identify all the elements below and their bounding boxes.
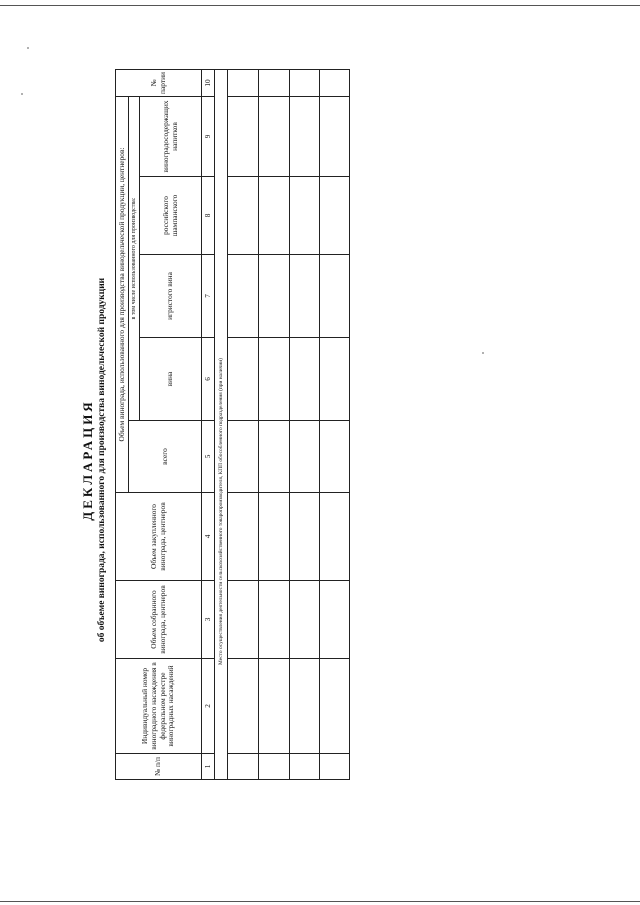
header-champagne: российского шампанского bbox=[140, 177, 202, 255]
table-cell[interactable] bbox=[228, 493, 259, 581]
table-cell[interactable] bbox=[290, 69, 320, 96]
document-title: ДЕКЛАРАЦИЯ bbox=[80, 399, 95, 521]
table-cell[interactable] bbox=[259, 581, 290, 659]
table-cell[interactable] bbox=[228, 255, 259, 338]
table-cell[interactable] bbox=[259, 69, 290, 96]
header-num: № п/п bbox=[116, 754, 202, 780]
table-cell[interactable] bbox=[320, 69, 350, 96]
table-row bbox=[228, 69, 259, 779]
scan-speck bbox=[21, 93, 23, 95]
header-batch: № партии bbox=[116, 69, 202, 96]
header-including: в том числе использованного для производства: bbox=[129, 96, 140, 420]
bottom-border-line bbox=[0, 901, 640, 902]
table-cell[interactable] bbox=[228, 421, 259, 493]
column-number: 1 bbox=[202, 754, 215, 780]
declaration-table bbox=[115, 69, 350, 780]
table-cell[interactable] bbox=[320, 96, 350, 176]
column-number: 6 bbox=[202, 338, 215, 421]
table-cell[interactable] bbox=[259, 255, 290, 338]
table-cell[interactable] bbox=[320, 255, 350, 338]
header-wine: вина bbox=[140, 338, 202, 421]
table-cell[interactable] bbox=[228, 338, 259, 421]
column-number: 4 bbox=[202, 493, 215, 581]
table-cell[interactable] bbox=[320, 177, 350, 255]
column-number: 3 bbox=[202, 581, 215, 659]
table-cell[interactable] bbox=[259, 493, 290, 581]
declaration-document bbox=[80, 71, 345, 790]
table-cell[interactable] bbox=[320, 581, 350, 659]
table-cell[interactable] bbox=[259, 659, 290, 754]
table-cell[interactable] bbox=[259, 421, 290, 493]
column-number: 2 bbox=[202, 659, 215, 754]
activity-location-note: Место осуществления деятельности сельскохозяйственного товаропроизводителя, КПП обособленного подразделения (при наличии) bbox=[215, 69, 228, 779]
table-cell[interactable] bbox=[290, 338, 320, 421]
column-number: 10 bbox=[202, 69, 215, 96]
top-border-line bbox=[0, 5, 640, 6]
table-cell[interactable] bbox=[228, 69, 259, 96]
activity-location-row bbox=[215, 69, 228, 779]
table-cell[interactable] bbox=[228, 96, 259, 176]
header-individual-number: Индивидуальный номер виноградного насаждения в федеральном реестре виноградных насаждений bbox=[116, 659, 202, 754]
table-cell[interactable] bbox=[290, 659, 320, 754]
table-cell[interactable] bbox=[290, 255, 320, 338]
table-cell[interactable] bbox=[290, 581, 320, 659]
header-used-group: Объем винограда, использованного для производства винодельческой продукции, центнеров: bbox=[116, 96, 129, 492]
table-cell[interactable] bbox=[228, 177, 259, 255]
table-row bbox=[290, 69, 320, 779]
table-row bbox=[320, 69, 350, 779]
table-cell[interactable] bbox=[320, 493, 350, 581]
column-number: 9 bbox=[202, 96, 215, 176]
header-grape-drinks: виноградосодержащих напитков bbox=[140, 96, 202, 176]
table-cell[interactable] bbox=[228, 754, 259, 780]
header-purchased: Объем закупленного винограда, центнеров bbox=[116, 493, 202, 581]
table-cell[interactable] bbox=[259, 754, 290, 780]
table-cell[interactable] bbox=[320, 421, 350, 493]
column-number: 8 bbox=[202, 177, 215, 255]
column-number-row bbox=[202, 69, 215, 779]
table-cell[interactable] bbox=[320, 754, 350, 780]
table-cell[interactable] bbox=[228, 659, 259, 754]
table-row bbox=[259, 69, 290, 779]
header-total: всего bbox=[129, 421, 202, 493]
header-sparkling: игристого вина bbox=[140, 255, 202, 338]
table-cell[interactable] bbox=[290, 177, 320, 255]
table-cell[interactable] bbox=[320, 338, 350, 421]
column-number: 5 bbox=[202, 421, 215, 493]
table-cell[interactable] bbox=[259, 338, 290, 421]
document-subtitle: об объеме винограда, использованного для производства винодельческой продукции bbox=[97, 277, 107, 643]
table-cell[interactable] bbox=[290, 754, 320, 780]
scan-speck bbox=[27, 47, 29, 49]
scan-speck bbox=[482, 352, 484, 354]
header-collected: Объем собранного винограда, центнеров bbox=[116, 581, 202, 659]
column-number: 7 bbox=[202, 255, 215, 338]
table-cell[interactable] bbox=[320, 659, 350, 754]
table-cell[interactable] bbox=[290, 96, 320, 176]
table-cell[interactable] bbox=[259, 177, 290, 255]
table-cell[interactable] bbox=[290, 493, 320, 581]
table-cell[interactable] bbox=[259, 96, 290, 176]
table-cell[interactable] bbox=[290, 421, 320, 493]
table-cell[interactable] bbox=[228, 581, 259, 659]
